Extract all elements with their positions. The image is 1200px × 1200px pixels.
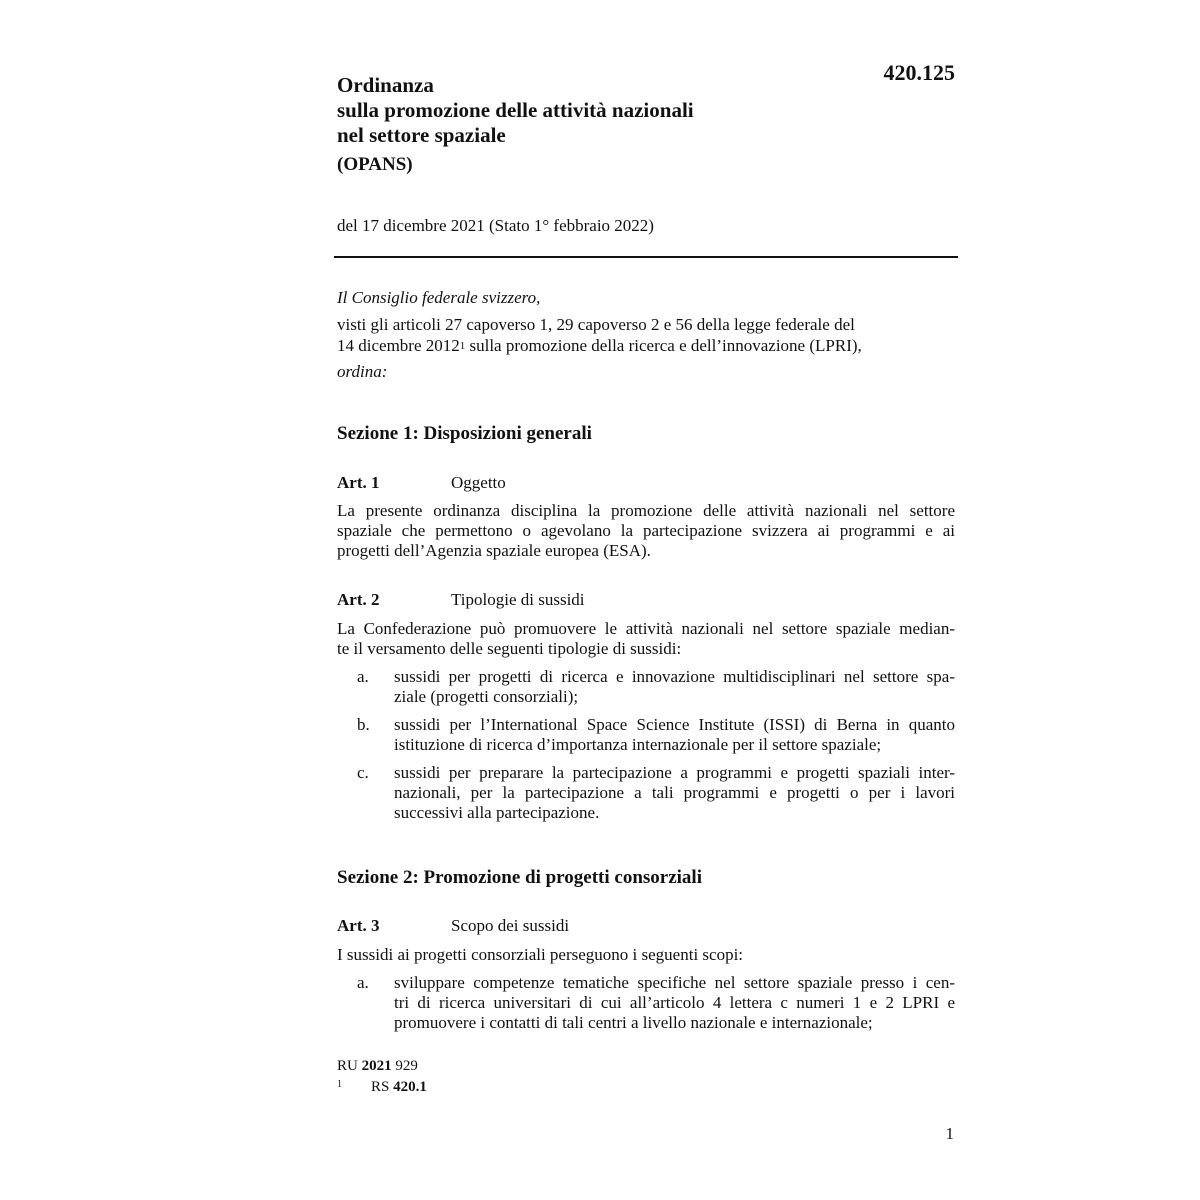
footnote-prefix: RS bbox=[371, 1079, 394, 1095]
footnote-reference[interactable]: 1 bbox=[459, 340, 466, 352]
sr-number: 420.125 bbox=[883, 60, 955, 85]
preamble-line: visti gli articoli 27 capoverso 1, 29 capoverso 2 e 56 della legge federale del bbox=[337, 315, 855, 334]
list-item-text bbox=[394, 973, 955, 1033]
preamble-issuer: Il Consiglio federale svizzero, bbox=[337, 288, 541, 307]
article-title: Tipologie di sussidi bbox=[451, 590, 585, 609]
article-number: Art. 1 bbox=[337, 473, 380, 492]
title-line: Ordinanza bbox=[337, 73, 434, 97]
text-line: successivi alla partecipazione. bbox=[394, 803, 600, 822]
header-divider bbox=[334, 256, 958, 258]
official-compilation-ref bbox=[337, 1058, 418, 1075]
article-text bbox=[337, 501, 955, 561]
preamble-line2-end: sulla promozione della ricerca e dell’innovazione (LPRI), bbox=[465, 336, 862, 355]
text-line: La Confederazione può promuovere le attività nazionali nel settore spaziale median- bbox=[337, 619, 955, 638]
list-item-text bbox=[394, 763, 955, 823]
list-item-letter: a. bbox=[357, 973, 369, 992]
text-line: I sussidi ai progetti consorziali perseguono i seguenti scopi: bbox=[337, 945, 744, 964]
text-line: sussidi per l’International Space Science Institute (ISSI) di Berna in quanto bbox=[394, 715, 955, 734]
list-item bbox=[337, 715, 957, 755]
text-line: promuovere i contatti di tali centri a livello nazionale e internazionale; bbox=[394, 1013, 873, 1032]
title-line: nel settore spaziale bbox=[337, 123, 506, 147]
document-title bbox=[337, 73, 837, 148]
preamble-line bbox=[337, 335, 957, 356]
text-line: sussidi per progetti di ricerca e innovazione multidisciplinari nel settore spa- bbox=[394, 667, 955, 686]
list-item bbox=[337, 973, 957, 1033]
article-heading bbox=[337, 916, 569, 936]
article-number: Art. 3 bbox=[337, 916, 380, 935]
title-line: sulla promozione delle attività nazionali bbox=[337, 98, 694, 122]
article-title: Oggetto bbox=[451, 473, 506, 492]
text-line: spaziale che permettono o agevolano la partecipazione svizzera ai programmi e ai bbox=[337, 521, 955, 540]
article-title: Scopo dei sussidi bbox=[451, 916, 570, 935]
page-number: 1 bbox=[945, 1124, 954, 1143]
list-item-letter: c. bbox=[357, 763, 369, 782]
ru-prefix: RU bbox=[337, 1058, 362, 1074]
ru-page: 929 bbox=[391, 1058, 418, 1074]
document-abbreviation: (OPANS) bbox=[337, 154, 413, 175]
text-line: nazionali, per la partecipazione a tali programmi e progetti o per i lavori bbox=[394, 783, 955, 802]
article-heading bbox=[337, 590, 585, 610]
text-line: sviluppare competenze tematiche specifiche nel settore spaziale presso i cen- bbox=[394, 973, 955, 992]
text-line: ziale (progetti consorziali); bbox=[394, 687, 579, 706]
footnote-number: 1 bbox=[337, 1079, 342, 1090]
list-item bbox=[337, 763, 957, 823]
ru-year: 2021 bbox=[361, 1058, 392, 1074]
text-line: sussidi per preparare la partecipazione a programmi e progetti spaziali inter- bbox=[394, 763, 955, 782]
article-text bbox=[337, 619, 955, 659]
footnote bbox=[337, 1079, 637, 1099]
text-line: istituzione di ricerca d’importanza internazionale per il settore spaziale; bbox=[394, 735, 882, 754]
text-line: te il versamento delle seguenti tipologie di sussidi: bbox=[337, 639, 682, 658]
footnote-text bbox=[371, 1079, 427, 1096]
section-title: Sezione 1: Disposizioni generali bbox=[337, 423, 592, 444]
text-line: progetti dell’Agenzia spaziale europea (ESA). bbox=[337, 541, 651, 560]
footnote-ref[interactable]: 420.1 bbox=[393, 1079, 427, 1095]
article-heading bbox=[337, 473, 506, 493]
list-item bbox=[337, 667, 957, 707]
section-title: Sezione 2: Promozione di progetti consorziali bbox=[337, 867, 702, 888]
list-item-letter: a. bbox=[357, 667, 369, 686]
article-number: Art. 2 bbox=[337, 590, 380, 609]
list-item-letter: b. bbox=[357, 715, 370, 734]
preamble-text bbox=[337, 314, 957, 356]
text-line: tri di ricerca universitari di cui all’articolo 4 lettera c numeri 1 e 2 LPRI e bbox=[394, 993, 955, 1012]
document-date-status: del 17 dicembre 2021 (Stato 1° febbraio 2022) bbox=[337, 216, 654, 235]
list-item-text bbox=[394, 715, 955, 755]
article-text bbox=[337, 945, 955, 965]
preamble-ordina: ordina: bbox=[337, 362, 388, 381]
preamble-line2-start: 14 dicembre 2012 bbox=[337, 336, 460, 355]
list-item-text bbox=[394, 667, 955, 707]
text-line: La presente ordinanza disciplina la promozione delle attività nazionali nel settore bbox=[337, 501, 955, 520]
